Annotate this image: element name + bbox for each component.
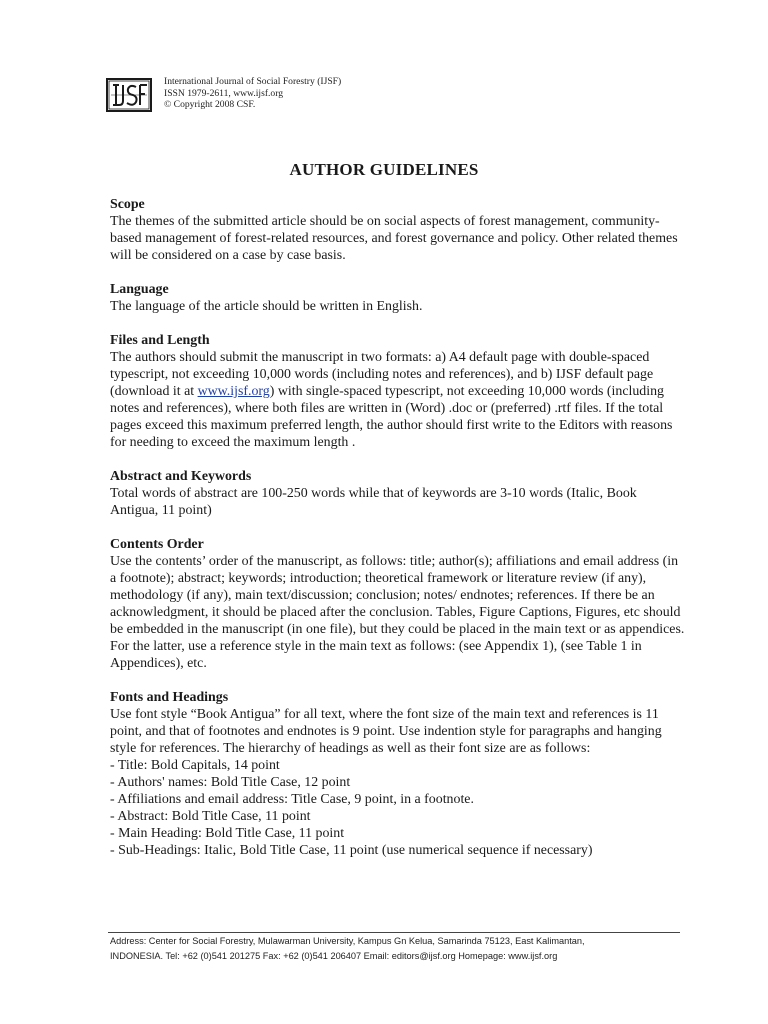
section-text: Total words of abstract are 100-250 words while that of keywords are 3-10 words (Italic, Book Antigua, 11 point) <box>110 486 637 518</box>
list-item: - Title: Bold Capitals, 14 point <box>110 758 280 773</box>
copyright-line: © Copyright 2008 CSF. <box>164 99 256 110</box>
header-text <box>164 76 341 111</box>
section-text: The language of the article should be written in English. <box>110 299 423 314</box>
page-title: AUTHOR GUIDELINES <box>289 160 479 179</box>
issn-line: ISSN 1979-2611, www.ijsf.org <box>164 87 284 99</box>
section-heading: Fonts and Headings <box>110 690 229 705</box>
section-heading: Contents Order <box>110 537 204 552</box>
section-fonts-and-headings <box>110 689 685 859</box>
footer-address: Address: Center for Social Forestry, Mulawarman University, Kampus Gn Kelua, Samarinda 75123, East Kalimantan, <box>110 936 585 946</box>
journal-header <box>106 76 341 112</box>
section-text: Use font style “Book Antigua” for all text, where the font size of the main text and references is 11 point, and that of footnotes and endnotes is 9 point. Use indention style for paragraphs and hanging style for references. The hierarchy of headings as well as their font size are as follows: <box>110 707 662 756</box>
list-item: - Sub-Headings: Italic, Bold Title Case, 11 point (use numerical sequence if necessary) <box>110 843 593 858</box>
section-text <box>110 349 685 451</box>
page-footer <box>110 934 690 964</box>
section-text-part: The authors should submit the manuscript in two formats: a) A4 default page with double-spaced typescript, not exceeding 10,000 words (including notes and references), and b) IJSF default page (download it at <box>110 350 654 399</box>
section-contents-order <box>110 536 685 672</box>
ijsf-website-link[interactable]: www.ijsf.org <box>197 384 270 399</box>
section-abstract-and-keywords <box>110 468 685 519</box>
footer-contact: INDONESIA. Tel: +62 (0)541 201275 Fax: +62 (0)541 206407 Email: editors@ijsf.org Homepage: www.ijsf.org <box>110 951 558 961</box>
section-language <box>110 281 685 315</box>
journal-name: International Journal of Social Forestry (IJSF) <box>164 76 342 87</box>
section-heading: Scope <box>110 197 145 212</box>
section-heading: Language <box>110 282 169 297</box>
footer-divider <box>108 932 680 933</box>
guidelines-body <box>110 196 685 876</box>
section-files-and-length <box>110 332 685 451</box>
section-text: The themes of the submitted article should be on social aspects of forest management, community-based management of forest-related resources, and forest governance and policy. Other related themes will be considered on a case by case basis. <box>110 214 678 263</box>
section-heading: Files and Length <box>110 333 210 348</box>
list-item: - Abstract: Bold Title Case, 11 point <box>110 809 311 824</box>
list-item: - Authors' names: Bold Title Case, 12 point <box>110 775 351 790</box>
section-text: Use the contents’ order of the manuscript, as follows: title; author(s); affiliations and email address (in a footnote); abstract; keywords; introduction; theoretical framework or literature review (if any), methodology (if any), main text/discussion; conclusion; notes/ endnotes; references. If there be an acknowledgment, it should be placed after the conclusion. Tables, Figure Captions, Figures, etc should be embedded in the manuscript (in one file), but they could be placed in the main text or as appendices. For the latter, use a reference style in the main text as follows: (see Appendix 1), (see Table 1 in Appendices), etc. <box>110 554 685 671</box>
section-heading: Abstract and Keywords <box>110 469 252 484</box>
list-item: - Affiliations and email address: Title Case, 9 point, in a footnote. <box>110 792 474 807</box>
ijsf-logo-icon <box>108 80 150 110</box>
list-item: - Main Heading: Bold Title Case, 11 point <box>110 826 345 841</box>
journal-logo <box>106 78 152 112</box>
section-scope <box>110 196 685 264</box>
section-text-part: ) with single-spaced typescript, not exceeding 10,000 words (including notes and references), where both files are written in (Word) .doc or (preferred) .rtf files. If the total pages exceed this maximum preferred length, the author should first write to the Editors with reasons for needing to exceed the maximum length . <box>110 384 673 450</box>
